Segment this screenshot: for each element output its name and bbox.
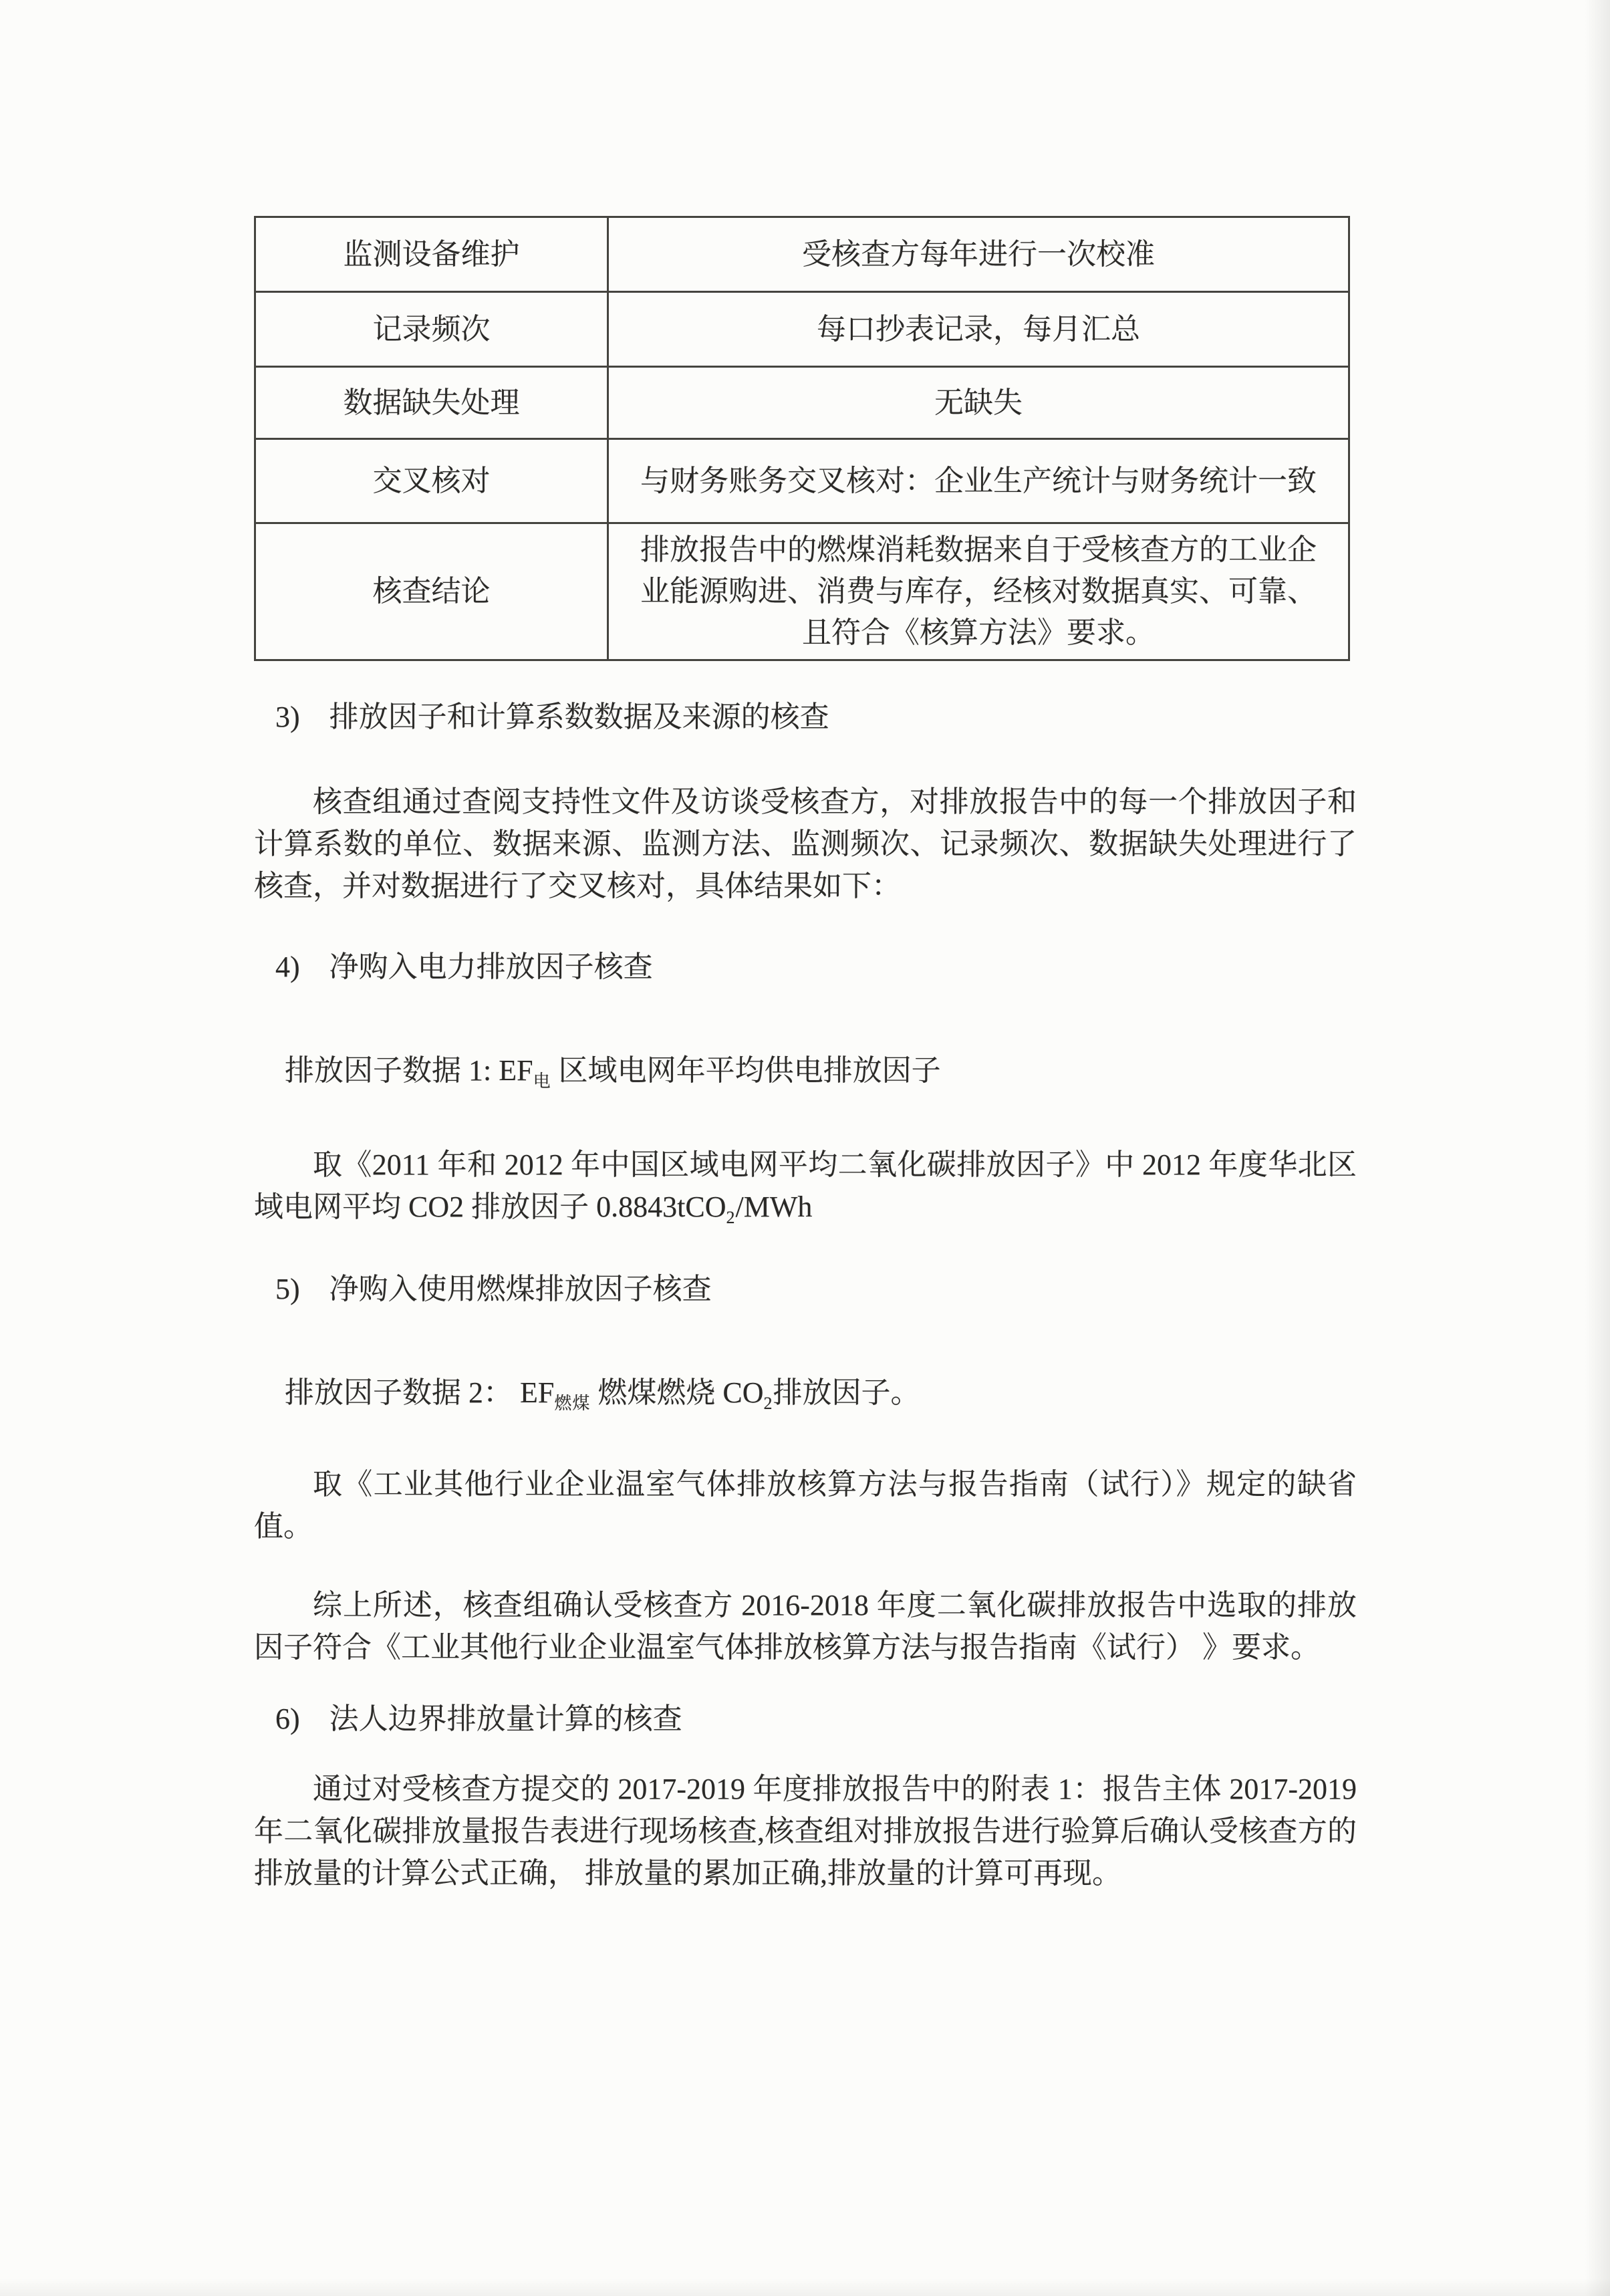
scan-edge-shadow-right <box>1585 0 1610 2296</box>
row-value: 受核查方每年进行一次校准 <box>608 217 1349 292</box>
section-3-title: 排放因子和计算系数数据及来源的核查 <box>329 700 829 733</box>
scan-edge-shadow-bottom <box>0 2279 1610 2296</box>
verification-summary-table <box>254 216 1350 661</box>
section-6-paragraph: 通过对受核查方提交的 2017-2019 年度排放报告中的附表 1：报告主体 2017-2019 年二氧化碳排放量报告表进行现场核查,核查组对排放报告进行验算后确认受核查方的排放量的计算公式正确， 排放量的累加正确,排放量的计算可再现。 <box>254 1773 1357 1890</box>
row-value: 排放报告中的燃煤消耗数据来自于受核查方的工业企业能源购进、消费与库存，经核对数据真实、可靠、且符合《核算方法》要求。 <box>608 523 1349 660</box>
section-6-heading <box>254 1698 1357 1740</box>
emission-factor-1-subscript: 电 <box>533 1071 551 1091</box>
section-4-heading <box>254 946 1357 988</box>
section-4-number: 4) <box>275 950 300 983</box>
table-row-missing-data-handling <box>255 367 1349 439</box>
row-value: 每口抄表记录，每月汇总 <box>608 292 1349 367</box>
emission-factor-1-description: 区域电网年平均供电排放因子 <box>551 1054 941 1087</box>
row-label: 监测设备维护 <box>255 217 608 292</box>
emission-factor-conclusion-paragraph: 综上所述，核查组确认受核查方 2016-2018 年度二氧化碳排放报告中选取的排放因子符合《工业其他行业企业温室气体排放核算方法与报告指南《试行） 》要求。 <box>254 1589 1357 1664</box>
emission-factor-2-description: 排放因子。 <box>773 1376 920 1409</box>
grid-factor-unit: /MWh <box>735 1190 813 1223</box>
section-4-paragraph <box>254 1144 1357 1228</box>
row-label: 交叉核对 <box>255 439 608 523</box>
table-row-monitoring-equipment-maintenance <box>255 217 1349 292</box>
page-content <box>254 216 1357 1894</box>
row-value: 无缺失 <box>608 367 1349 439</box>
row-label: 核查结论 <box>255 523 608 660</box>
section-4-title: 净购入电力排放因子核查 <box>329 950 653 983</box>
row-value: 与财务账务交叉核对：企业生产统计与财务统计一致 <box>608 439 1349 523</box>
table-row-cross-check <box>255 439 1349 523</box>
section-6-title: 法人边界排放量计算的核查 <box>329 1702 682 1735</box>
section-5-paragraph: 取《工业其他行业企业温室气体排放核算方法与报告指南（试行）》规定的缺省值。 <box>254 1468 1357 1543</box>
co2-subscript: 2 <box>726 1208 736 1227</box>
table-row-record-frequency <box>255 292 1349 367</box>
emission-factor-2-line <box>254 1372 1357 1414</box>
emission-factor-2-subscript: 燃煤 <box>554 1394 591 1413</box>
co2-subscript: 2 <box>763 1394 773 1413</box>
section-3-number: 3) <box>275 700 300 733</box>
section-6-number: 6) <box>275 1702 300 1735</box>
emission-factor-2-middle: 燃煤燃烧 CO <box>590 1376 764 1409</box>
section-5-heading <box>254 1268 1357 1310</box>
emission-factor-1-line <box>254 1049 1357 1092</box>
section-3-paragraph: 核查组通过查阅支持性文件及访谈受核查方，对排放报告中的每一个排放因子和计算系数的单位、数据来源、监测方法、监测频次、记录频次、数据缺失处理进行了核查，并对数据进行了交叉核对，具体结果如下： <box>254 785 1357 902</box>
emission-factor-1-text: 排放因子数据 1: EF <box>285 1054 533 1087</box>
section-3-heading <box>254 696 1357 738</box>
table-row-verification-conclusion <box>255 523 1349 660</box>
grid-factor-text: 取《2011 年和 2012 年中国区域电网平均二氧化碳排放因子》中 2012 年度华北区域电网平均 CO2 排放因子 0.8843tCO <box>254 1148 1357 1223</box>
section-5-title: 净购入使用燃煤排放因子核查 <box>329 1273 712 1305</box>
emission-factor-2-text: 排放因子数据 2： EF <box>285 1376 555 1409</box>
row-label: 记录频次 <box>255 292 608 367</box>
section-5-number: 5) <box>275 1273 300 1305</box>
row-label: 数据缺失处理 <box>255 367 608 439</box>
